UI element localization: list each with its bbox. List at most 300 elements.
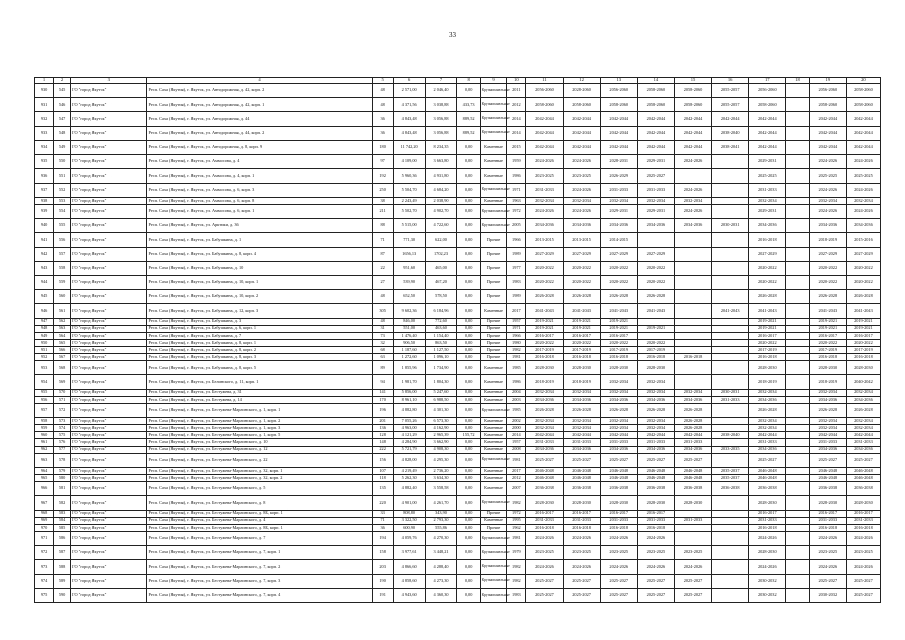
table-cell — [786, 482, 809, 496]
table-cell: 2025-2027 — [637, 574, 674, 588]
table-cell: 2034-2036 — [526, 446, 563, 453]
table-cell: 2025-2027 — [674, 588, 711, 602]
table-cell: 548 — [54, 126, 71, 140]
table-cell: 2023-2025 — [600, 546, 637, 560]
table-cell: 2034-2036 — [600, 219, 637, 233]
table-cell: 974 — [35, 574, 54, 588]
table-cell: 558 — [54, 261, 71, 275]
table-cell: Респ. Саха (Якутия), г. Якутск, ул. Бестужева-Марлинского, д. 4 — [147, 517, 372, 524]
table-cell: 963 — [35, 453, 54, 467]
table-cell: 935 — [35, 155, 54, 169]
table-cell: Респ. Саха (Якутия), г. Якутск, ул. Аммосова, д. 6, корп. 3 — [147, 183, 372, 197]
table-cell: 2041-2043 — [600, 304, 637, 318]
table-cell: 2027-2029 — [749, 247, 786, 261]
table-cell: 2042-2044 — [637, 432, 674, 439]
table-cell: ГО "город Якутск" — [71, 375, 147, 389]
table-cell: Респ. Саха (Якутия), г. Якутск, ул. Бабушкина, д. 7 — [147, 332, 372, 339]
table-cell: Каменные — [480, 169, 507, 183]
table-cell: 2024-2026 — [526, 204, 563, 218]
table-cell: Прочие — [480, 347, 507, 354]
table-cell: 2028-2030 — [563, 496, 600, 510]
table-cell: 4 059,76 — [393, 531, 425, 545]
table-cell: Каменные — [480, 439, 507, 446]
table-cell — [786, 510, 809, 517]
table-cell: 2042-2044 — [846, 112, 880, 126]
table-cell: 2016-2018 — [563, 524, 600, 531]
table-row — [35, 354, 881, 361]
table-cell: 2058-2060 — [846, 98, 880, 112]
table-cell: 2026-2028 — [526, 403, 563, 417]
table-cell: 0,00 — [457, 546, 480, 560]
table-cell: ГО "город Якутск" — [71, 261, 147, 275]
table-cell: 2019-2021 — [600, 318, 637, 325]
table-cell — [786, 233, 809, 247]
table-cell: 565 — [54, 339, 71, 346]
table-cell: ГО "город Якутск" — [71, 396, 147, 403]
table-cell: Крупнопанельные — [480, 560, 507, 574]
table-cell: 2042-2044 — [526, 140, 563, 154]
table-cell: 2046-2048 — [526, 467, 563, 474]
table-row — [35, 155, 881, 169]
table-cell — [712, 325, 749, 332]
table-cell: ГО "город Якутск" — [71, 453, 147, 467]
table-cell: 2016-2018 — [600, 524, 637, 531]
table-cell: 960 — [35, 432, 54, 439]
table-cell: 969 — [35, 517, 54, 524]
table-cell: 2000 — [507, 425, 526, 432]
table-cell: 2032-2034 — [846, 418, 880, 425]
table-cell: 2020-2022 — [600, 339, 637, 346]
table-cell: 0,00 — [457, 275, 480, 289]
table-cell: Прочие — [480, 339, 507, 346]
table-cell: 0,00 — [457, 467, 480, 474]
table-cell — [786, 467, 809, 474]
table-cell: 2011 — [507, 84, 526, 98]
table-cell: ГО "город Якутск" — [71, 126, 147, 140]
table-cell: ГО "город Якутск" — [71, 183, 147, 197]
table-cell: 964 — [35, 467, 54, 474]
table-cell — [674, 318, 711, 325]
table-cell: 1656,13 — [393, 247, 425, 261]
table-cell: 1995 — [507, 517, 526, 524]
table-cell: Крупнопанельные — [480, 112, 507, 126]
table-cell: 0,00 — [457, 204, 480, 218]
table-cell: 2038-2040 — [712, 126, 749, 140]
table-cell: 2007 — [507, 482, 526, 496]
table-cell: 2058-2060 — [846, 84, 880, 98]
table-cell: 2026-2028 — [846, 403, 880, 417]
table-cell: 0,00 — [457, 84, 480, 98]
table-cell: 2025-2027 — [809, 574, 846, 588]
table-cell: 2020-2022 — [809, 275, 846, 289]
table-cell: 2020-2022 — [526, 275, 563, 289]
table-cell: 2034-2036 — [749, 219, 786, 233]
table-body — [35, 84, 881, 603]
table-cell: 2030-2032 — [809, 588, 846, 602]
table-cell — [786, 219, 809, 233]
table-cell — [637, 233, 674, 247]
table-cell: 578 — [54, 453, 71, 467]
table-cell: Респ. Саха (Якутия), г. Якутск, ул. Бестужева-Марлинского, д. 7, корп. 2 — [147, 560, 372, 574]
page-number: 33 — [449, 31, 456, 39]
table-cell: 937 — [35, 183, 54, 197]
table-row — [35, 197, 881, 204]
table-cell: 2029-2031 — [600, 204, 637, 218]
table-cell: 36 — [372, 126, 393, 140]
table-cell: 0,00 — [457, 439, 480, 446]
table-cell: 201 — [372, 418, 393, 425]
table-cell: 961 — [35, 439, 54, 446]
table-cell: 48 — [372, 318, 393, 325]
table-cell: Респ. Саха (Якутия), г. Якутск, ул. Бестужева-Марлинского, д. 32, корп. 2 — [147, 475, 372, 482]
table-cell: 2042-2044 — [846, 126, 880, 140]
table-cell: 2014 — [507, 126, 526, 140]
column-header: 2 — [54, 78, 71, 84]
table-cell: 5 960,36 — [393, 169, 425, 183]
table-cell: 89 — [372, 361, 393, 375]
table-cell: 2024-2026 — [674, 183, 711, 197]
table-cell: ГО "город Якутск" — [71, 361, 147, 375]
table-cell: 4 219,49 — [393, 467, 425, 474]
table-cell: 2032-2034 — [637, 425, 674, 432]
table-cell: 2026-2028 — [637, 290, 674, 304]
table-cell: 2 736,20 — [425, 467, 457, 474]
table-cell: 156 — [372, 453, 393, 467]
table-cell: 2041-2043 — [809, 304, 846, 318]
table-cell: Респ. Саха (Якутия), г. Якутск, ул. Бестужева-Марлинского, д. 22 — [147, 453, 372, 467]
table-cell: Респ. Саха (Якутия), г. Якутск, ул. Бестужева-Марлинского, д. 32, корп. 1 — [147, 467, 372, 474]
table-cell: Каменные — [480, 446, 507, 453]
table-cell: 0,00 — [457, 389, 480, 396]
table-cell: 2034-2036 — [563, 396, 600, 403]
table-cell: 6 573,30 — [425, 418, 457, 425]
table-cell — [786, 339, 809, 346]
table-cell: 0,00 — [457, 396, 480, 403]
table-cell: 2031-2033 — [563, 517, 600, 524]
table-cell: 2020-2022 — [749, 275, 786, 289]
table-cell: 2034-2036 — [637, 446, 674, 453]
table-cell: 3 662,90 — [425, 439, 457, 446]
table-cell: 2046-2048 — [674, 467, 711, 474]
table-cell: 2025-2027 — [637, 453, 674, 467]
table-cell: Каменные — [480, 475, 507, 482]
table-cell — [786, 169, 809, 183]
column-header: 12 — [563, 78, 600, 84]
table-cell — [786, 155, 809, 169]
table-cell: 2046-2048 — [637, 475, 674, 482]
table-cell: 4 371,56 — [393, 98, 425, 112]
table-cell: 2032-2034 — [749, 197, 786, 204]
table-cell: 1985 — [507, 361, 526, 375]
table-cell: 11 742,20 — [393, 140, 425, 154]
table-cell: 135 — [372, 482, 393, 496]
table-cell: 2032-2034 — [749, 389, 786, 396]
table-cell — [786, 183, 809, 197]
table-cell — [637, 318, 674, 325]
table-cell — [712, 169, 749, 183]
table-cell: 1982 — [507, 496, 526, 510]
table-cell: 68 — [372, 347, 393, 354]
table-cell: 180 — [372, 140, 393, 154]
table-cell: 2042-2044 — [846, 432, 880, 439]
table-cell: 32 — [372, 339, 393, 346]
table-cell: 2025-2027 — [563, 574, 600, 588]
table-cell — [786, 204, 809, 218]
table-cell: 2036-2038 — [712, 482, 749, 496]
table-cell: 966 — [35, 482, 54, 496]
table-cell: 2020-2022 — [563, 275, 600, 289]
table-cell: Респ. Саха (Якутия), г. Якутск, ул. Бестужева-Марлинского, д. 5 — [147, 482, 372, 496]
table-cell: 2042-2044 — [809, 432, 846, 439]
table-row — [35, 403, 881, 417]
table-cell: 136 — [372, 425, 393, 432]
table-cell: 2012 — [507, 475, 526, 482]
table-cell: 2028-2030 — [749, 546, 786, 560]
table-cell: 2042-2044 — [600, 432, 637, 439]
table-cell — [712, 375, 749, 389]
table-cell: 2036-2038 — [600, 482, 637, 496]
table-cell: 1981 — [507, 531, 526, 545]
table-cell: 2025-2027 — [526, 588, 563, 602]
table-cell: 940 — [35, 219, 54, 233]
table-cell: 2034-2036 — [749, 446, 786, 453]
table-row — [35, 219, 881, 233]
table-cell: 1 981,70 — [393, 375, 425, 389]
table-cell: 2032-2034 — [637, 389, 674, 396]
table-cell: 2031-2033 — [674, 439, 711, 446]
table-cell: 1959 — [507, 155, 526, 169]
table-cell: 546 — [54, 98, 71, 112]
table-cell: 2046-2048 — [846, 475, 880, 482]
table-cell: 0,00 — [457, 475, 480, 482]
table-cell: 2014 — [507, 432, 526, 439]
column-header: 18 — [786, 78, 809, 84]
table-cell: 1971 — [507, 325, 526, 332]
table-cell — [674, 531, 711, 545]
table-cell: 950 — [35, 339, 54, 346]
table-cell: 2028-2030 — [674, 496, 711, 510]
table-cell: 2026-2028 — [809, 403, 846, 417]
table-cell: 2018-2019 — [526, 375, 563, 389]
table-cell: 0,00 — [457, 446, 480, 453]
table-cell: 2042-2044 — [749, 140, 786, 154]
table-cell: 959 — [35, 425, 54, 432]
table-cell: 0,00 — [457, 183, 480, 197]
column-header: 7 — [425, 78, 457, 84]
table-cell: 2005 — [507, 219, 526, 233]
table-cell — [712, 261, 749, 275]
table-cell — [712, 453, 749, 467]
table-cell: Респ. Саха (Якутия), г. Якутск, ул. Аммосова, д. 6, корп. 8 — [147, 197, 372, 204]
table-cell: Прочие — [480, 318, 507, 325]
table-cell: ГО "город Якутск" — [71, 560, 147, 574]
table-cell: 2026-2028 — [749, 290, 786, 304]
table-cell: 552 — [54, 183, 71, 197]
table-cell: 8 234,35 — [425, 140, 457, 154]
table-cell: 2024-2026 — [846, 155, 880, 169]
table-cell — [712, 524, 749, 531]
table-cell — [712, 560, 749, 574]
table-cell — [786, 403, 809, 417]
table-cell: Прочие — [480, 524, 507, 531]
table-cell: 2019-2021 — [809, 318, 846, 325]
table-cell — [786, 418, 809, 425]
table-cell — [712, 332, 749, 339]
table-cell: 2028-2060 — [563, 84, 600, 98]
table-cell: 2024-2026 — [563, 155, 600, 169]
table-cell: 155,72 — [457, 432, 480, 439]
table-cell: 956 — [35, 396, 54, 403]
table-cell: 946 — [35, 304, 54, 318]
table-cell — [786, 531, 809, 545]
table-cell — [712, 574, 749, 588]
table-cell: 4 901,00 — [393, 496, 425, 510]
table-cell — [674, 339, 711, 346]
table-cell: 0,00 — [457, 347, 480, 354]
table-cell: 2027-2029 — [600, 247, 637, 261]
table-cell: 957 — [35, 403, 54, 417]
table-cell: 2025-2025 — [749, 169, 786, 183]
table-cell: 2017-2019 — [526, 347, 563, 354]
table-cell — [674, 247, 711, 261]
table-cell: 1 187,60 — [393, 347, 425, 354]
table-cell: Каменные — [480, 418, 507, 425]
table-cell: 1 734,90 — [425, 361, 457, 375]
table-cell: Прочие — [480, 354, 507, 361]
table-cell: 2034-2036 — [846, 219, 880, 233]
table-cell: 567 — [54, 354, 71, 361]
table-cell: 2032-2034 — [809, 389, 846, 396]
table-cell: 0,00 — [457, 155, 480, 169]
table-cell: 3 038,88 — [425, 98, 457, 112]
table-cell: 2025-2027 — [846, 588, 880, 602]
table-cell: 2058-2060 — [563, 98, 600, 112]
table-cell: 2024-2026 — [809, 183, 846, 197]
table-cell: 551,00 — [393, 325, 425, 332]
table-cell: 1957 — [507, 439, 526, 446]
table-cell: ГО "город Якутск" — [71, 418, 147, 425]
table-cell — [786, 375, 809, 389]
table-cell: 63 — [372, 354, 393, 361]
table-cell: 2024-2026 — [563, 560, 600, 574]
table-cell: 589 — [54, 574, 71, 588]
table-cell: 2042-2044 — [749, 112, 786, 126]
table-cell: 2027-2029 — [637, 247, 674, 261]
table-cell: 2018-2019 — [809, 375, 846, 389]
table-cell: 2026-2029 — [600, 169, 637, 183]
table-cell: 560 — [54, 290, 71, 304]
table-cell: 2034-2036 — [526, 219, 563, 233]
table-cell: 2031-2033 — [563, 439, 600, 446]
table-cell: ГО "город Якутск" — [71, 325, 147, 332]
table-cell: 87 — [372, 247, 393, 261]
table-cell: 0,00 — [457, 375, 480, 389]
table-cell: 2038-2041 — [712, 140, 749, 154]
table-cell: ГО "город Якутск" — [71, 482, 147, 496]
table-cell: 2031-2033 — [749, 439, 786, 446]
table-cell: 2025-2027 — [563, 453, 600, 467]
table-cell: ГО "город Якутск" — [71, 219, 147, 233]
table-cell: 1989 — [507, 290, 526, 304]
table-cell: 2016-2018 — [526, 354, 563, 361]
table-cell: 118 — [372, 475, 393, 482]
table-cell: Каменные — [480, 432, 507, 439]
table-cell: Респ. Саха (Якутия), г. Якутск, ул. Автодорожная, д. 8, корп. 9 — [147, 140, 372, 154]
table-cell: 2019-2021 — [526, 325, 563, 332]
table-cell: 4 288,40 — [425, 560, 457, 574]
table-cell: 551 — [54, 169, 71, 183]
table-cell: Каменные — [480, 389, 507, 396]
table-cell: Респ. Саха (Якутия), г. Якутск, ул. Бестужева-Марлинского, д. 1, корп. 1 — [147, 403, 372, 417]
table-cell: 2024-2026 — [526, 531, 563, 545]
table-cell: 2029-2031 — [637, 204, 674, 218]
table-cell: 2032-2034 — [563, 389, 600, 396]
table-cell: 561 — [54, 304, 71, 318]
table-cell: 948 — [35, 325, 54, 332]
table-cell: 2028-2031 — [600, 155, 637, 169]
table-cell: 2030-2032 — [749, 588, 786, 602]
table-cell: 2042-2044 — [809, 140, 846, 154]
table-cell: 4 908,30 — [425, 446, 457, 453]
table-cell: 2032-2034 — [600, 375, 637, 389]
table-cell: 2028-2030 — [809, 496, 846, 510]
table-cell — [712, 361, 749, 375]
table-cell — [674, 304, 711, 318]
table-cell: 5 515,00 — [393, 219, 425, 233]
table-cell: Респ. Саха (Якутия), г. Якутск, ул. Автодорожная, д. 44 — [147, 112, 372, 126]
table-cell: 2019-2021 — [563, 325, 600, 332]
table-cell: 2032-2034 — [809, 418, 846, 425]
table-cell: 569 — [54, 375, 71, 389]
table-cell: 2023-2025 — [563, 546, 600, 560]
table-cell: Респ. Саха (Якутия), г. Якутск, ул. Бестужева-Марлинского, д. 7, корп. 3 — [147, 574, 372, 588]
table-cell: 467,20 — [425, 275, 457, 289]
table-row — [35, 389, 881, 396]
table-cell: 2016-2017 — [600, 510, 637, 517]
table-cell: Респ. Саха (Якутия), г. Якутск, ул. Бабушкина, д. 8, корп. 4 — [147, 247, 372, 261]
table-cell: 2025-2027 — [600, 574, 637, 588]
table-cell — [786, 361, 809, 375]
table-cell: 1 476,40 — [393, 332, 425, 339]
table-cell: 771,30 — [393, 233, 425, 247]
table-cell — [786, 432, 809, 439]
table-cell: 2032-2034 — [637, 375, 674, 389]
table-cell: 2016-2018 — [809, 354, 846, 361]
table-cell: 2033-2035 — [712, 446, 749, 453]
table-cell: 0,00 — [457, 453, 480, 467]
table-cell: 2024-2026 — [809, 204, 846, 218]
table-cell: 8 961,10 — [393, 396, 425, 403]
table-cell: 2023-2025 — [526, 169, 563, 183]
table-cell: 1966 — [507, 332, 526, 339]
table-cell: 2036-2038 — [674, 482, 711, 496]
table-cell: 2016-2018 — [846, 524, 880, 531]
table-cell: Респ. Саха (Якутия), г. Якутск, ул. Бабушкина, д. 10, корп. 1 — [147, 275, 372, 289]
table-cell: 3 448,21 — [425, 546, 457, 560]
table-cell: 952 — [35, 354, 54, 361]
table-cell: 2032-2034 — [526, 389, 563, 396]
table-cell: 2016-2018 — [749, 524, 786, 531]
table-cell: 7 055,26 — [393, 418, 425, 425]
table-cell: 951,60 — [393, 261, 425, 275]
table-cell: 2034-2036 — [600, 396, 637, 403]
table-row — [35, 588, 881, 602]
table-cell: Каменные — [480, 304, 507, 318]
table-cell: 2016-2017 — [637, 510, 674, 517]
table-cell: 580 — [54, 475, 71, 482]
table-cell — [786, 475, 809, 482]
table-cell: 581 — [54, 482, 71, 496]
